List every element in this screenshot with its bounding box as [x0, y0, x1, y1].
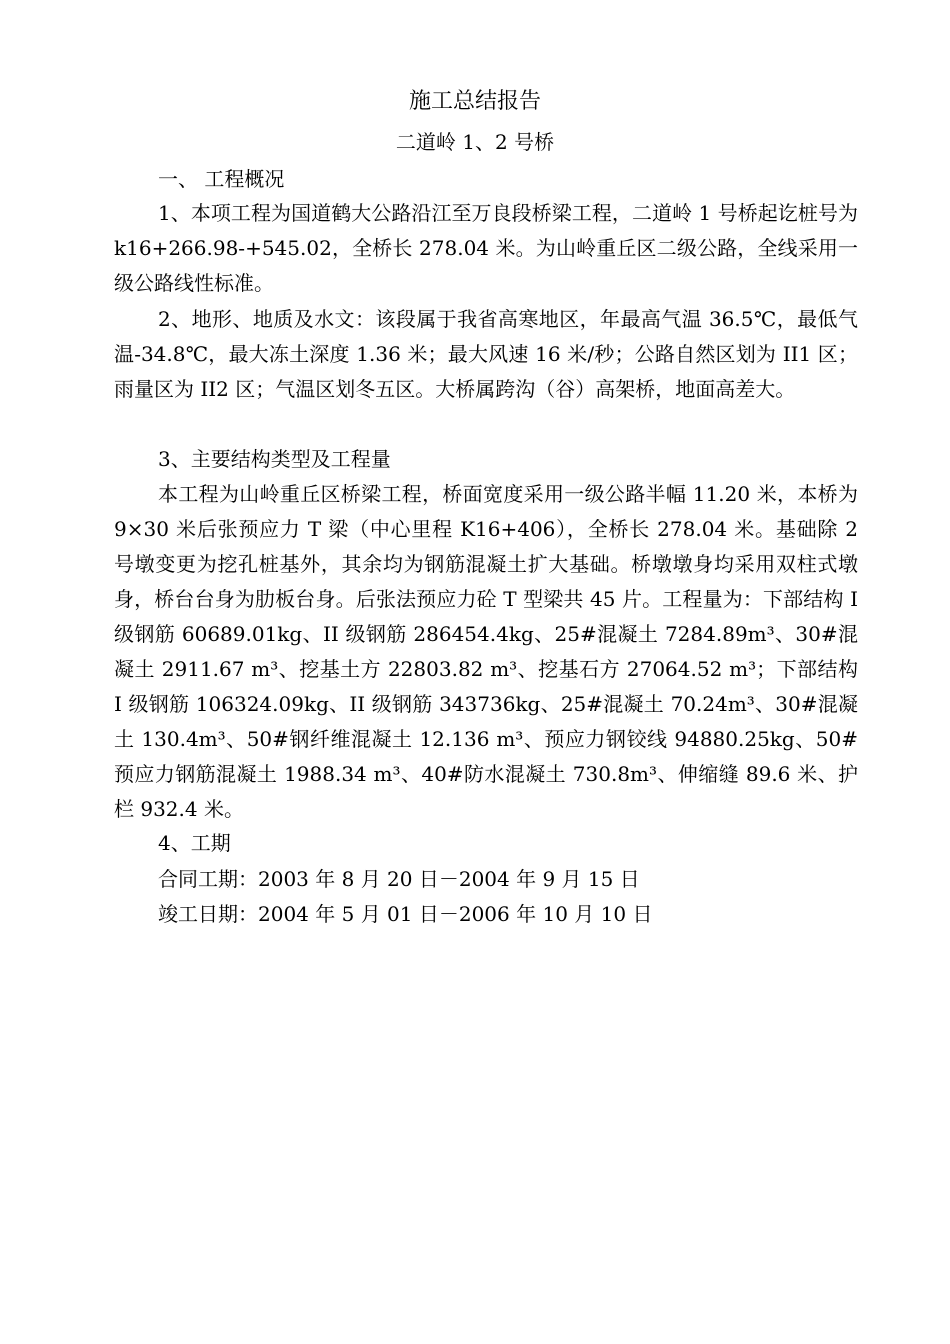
completion-period: 竣工日期：2004 年 5 月 01 日－2006 年 10 月 10 日: [158, 902, 653, 926]
section-heading-schedule: 4、工期: [158, 831, 231, 855]
contract-period: 合同工期：2003 年 8 月 20 日－2004 年 9 月 15 日: [158, 867, 640, 891]
document-subtitle: 二道岭 1、2 号桥: [395, 130, 555, 154]
section-heading-structure: 3、主要结构类型及工程量: [158, 447, 391, 471]
document-title: 施工总结报告: [408, 89, 541, 114]
section-heading-overview: 一、 工程概况: [158, 167, 285, 191]
paragraph-terrain-geology: 2、地形、地质及水文：该段属于我省高寒地区，年最高气温 36.5℃，最低气温-34.8℃，最大冻土深度 1.36 米；最大风速 16 米/秒；公路自然区划为 II1 区；雨量区为 II2 区；气温区划冬五区。大桥属跨沟（谷）高架桥，地面高差大。: [114, 307, 858, 401]
paragraph-project-scope: 1、本项工程为国道鹤大公路沿江至万良段桥梁工程，二道岭 1 号桥起讫桩号为 k16+266.98-+545.02，全桥长 278.04 米。为山岭重丘区二级公路，全线采用一级公路线性标准。: [114, 201, 858, 295]
paragraph-structure-quantities: 本工程为山岭重丘区桥梁工程，桥面宽度采用一级公路半幅 11.20 米，本桥为 9×30 米后张预应力 T 梁（中心里程 K16+406），全桥长 278.04 米。基础除 2 号墩变更为挖孔桩基外，其余均为钢筋混凝土扩大基础。桥墩墩身均采用双柱式墩身，桥台台身为肋板台身。后张法预应力砼 T 型梁共 45 片。工程量为：下部结构 I 级钢筋 60689.01kg、II 级钢筋 286454.4kg、25#混凝土 7284.89m³、30#混凝土 2911.67 m³、挖基土方 22803.82 m³、挖基石方 27064.52 m³；下部结构 I 级钢筋 106324.09kg、II 级钢筋 343736kg、25#混凝土 70.24m³、30#混凝土 130.4m³、50#钢纤维混凝土 12.136 m³、预应力钢铰线 94880.25kg、50#预应力钢筋混凝土 1988.34 m³、40#防水混凝土 730.8m³、伸缩缝 89.6 米、护栏 932.4 米。: [114, 482, 858, 821]
